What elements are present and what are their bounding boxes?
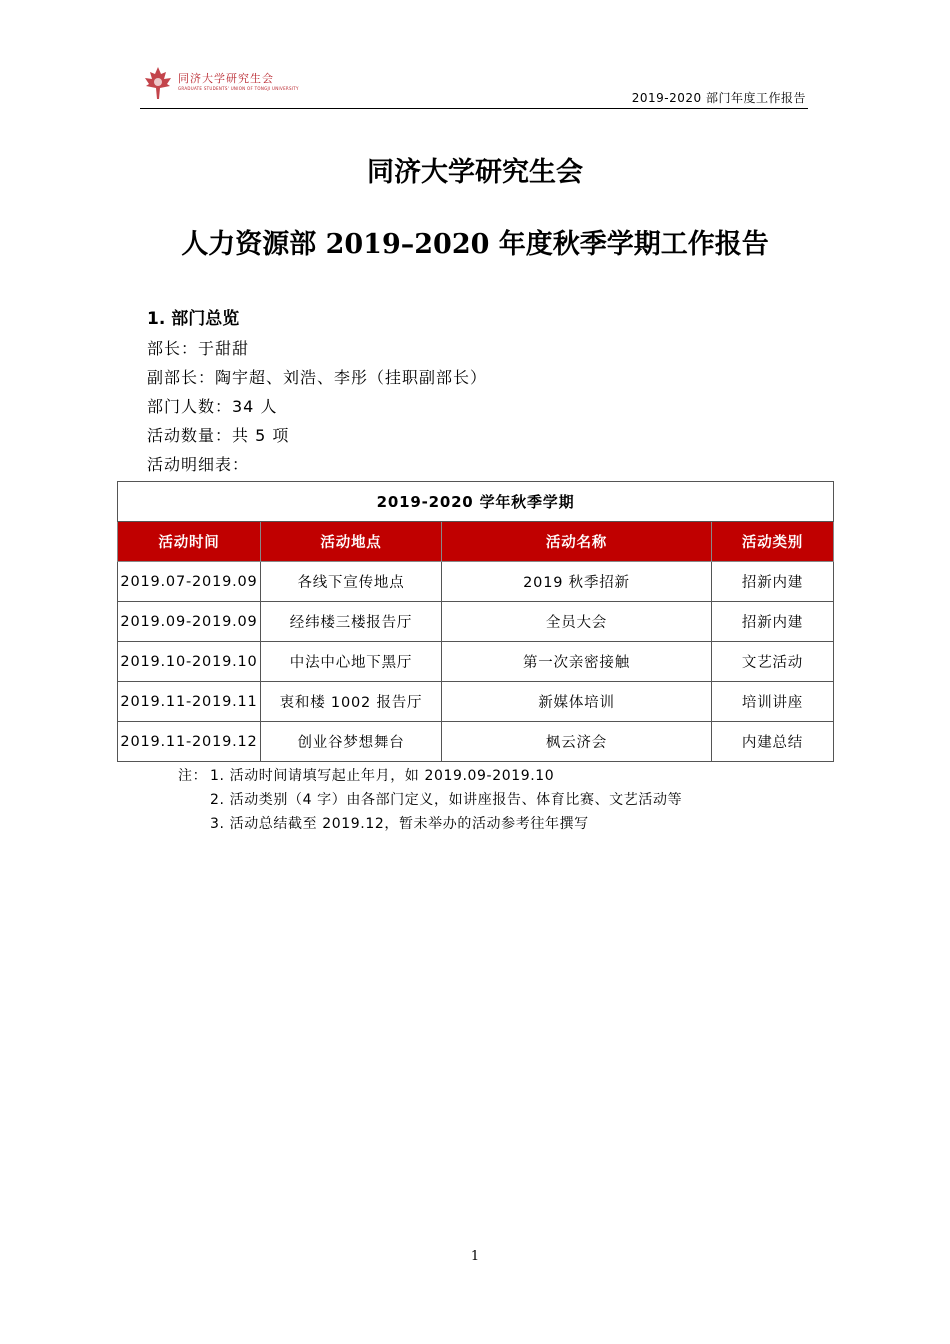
- notes-prefix: 注：: [178, 768, 208, 784]
- cell-name: 全员大会: [442, 602, 712, 642]
- column-header-category: 活动类别: [712, 522, 834, 562]
- semester-row: [118, 482, 834, 522]
- detail-label-line: 活动明细表：: [147, 455, 250, 474]
- cell-name: 枫云济会: [442, 722, 712, 762]
- union-logo: [140, 62, 300, 104]
- logo-title: 同济大学研究生会: [178, 72, 274, 85]
- page-number: 1: [470, 1249, 480, 1264]
- table-row: [118, 722, 834, 762]
- table-row: [118, 642, 834, 682]
- vice-ministers-line: 副部长：陶宇超、刘浩、李彤（挂职副部长）: [147, 368, 488, 387]
- cell-name: 新媒体培训: [442, 682, 712, 722]
- logo-subtitle: GRADUATE STUDENTS' UNION OF TONGJI UNIVERSITY: [178, 86, 299, 91]
- cell-category: 内建总结: [712, 722, 834, 762]
- cell-time: 2019.07-2019.09: [118, 562, 261, 602]
- table-row: [118, 602, 834, 642]
- column-header-location: 活动地点: [261, 522, 442, 562]
- table-row: [118, 682, 834, 722]
- table-row: [118, 562, 834, 602]
- cell-time: 2019.11-2019.12: [118, 722, 261, 762]
- activity-table: [117, 481, 834, 762]
- cell-location: 创业谷梦想舞台: [261, 722, 442, 762]
- cell-category: 培训讲座: [712, 682, 834, 722]
- cell-location: 衷和楼 1002 报告厅: [261, 682, 442, 722]
- page-header: [140, 62, 808, 109]
- cell-location: 中法中心地下黑厅: [261, 642, 442, 682]
- maple-leaf-icon: [144, 66, 172, 100]
- column-header-time: 活动时间: [118, 522, 261, 562]
- note-item: 2. 活动类别（4 字）由各部门定义，如讲座报告、体育比赛、文艺活动等: [210, 792, 683, 808]
- cell-location: 各线下宣传地点: [261, 562, 442, 602]
- report-label: 2019-2020 部门年度工作报告: [631, 91, 806, 105]
- column-header-name: 活动名称: [442, 522, 712, 562]
- document-title: 同济大学研究生会: [367, 157, 583, 188]
- section-heading: 1. 部门总览: [147, 309, 240, 329]
- table-header-row: [118, 522, 834, 562]
- cell-category: 招新内建: [712, 602, 834, 642]
- cell-time: 2019.10-2019.10: [118, 642, 261, 682]
- semester-cell: 2019-2020 学年秋季学期: [118, 482, 834, 522]
- cell-name: 2019 秋季招新: [442, 562, 712, 602]
- cell-location: 经纬楼三楼报告厅: [261, 602, 442, 642]
- cell-time: 2019.09-2019.09: [118, 602, 261, 642]
- member-count-line: 部门人数：34 人: [147, 397, 278, 416]
- cell-name: 第一次亲密接触: [442, 642, 712, 682]
- document-subtitle: 人力资源部 2019–2020 年度秋季学期工作报告: [181, 229, 769, 260]
- cell-time: 2019.11-2019.11: [118, 682, 261, 722]
- minister-line: 部长：于甜甜: [147, 339, 250, 358]
- note-item: 1. 活动时间请填写起止年月，如 2019.09-2019.10: [210, 768, 555, 784]
- cell-category: 文艺活动: [712, 642, 834, 682]
- note-item: 3. 活动总结截至 2019.12，暂未举办的活动参考往年撰写: [210, 816, 589, 832]
- cell-category: 招新内建: [712, 562, 834, 602]
- activity-count-line: 活动数量：共 5 项: [147, 426, 290, 445]
